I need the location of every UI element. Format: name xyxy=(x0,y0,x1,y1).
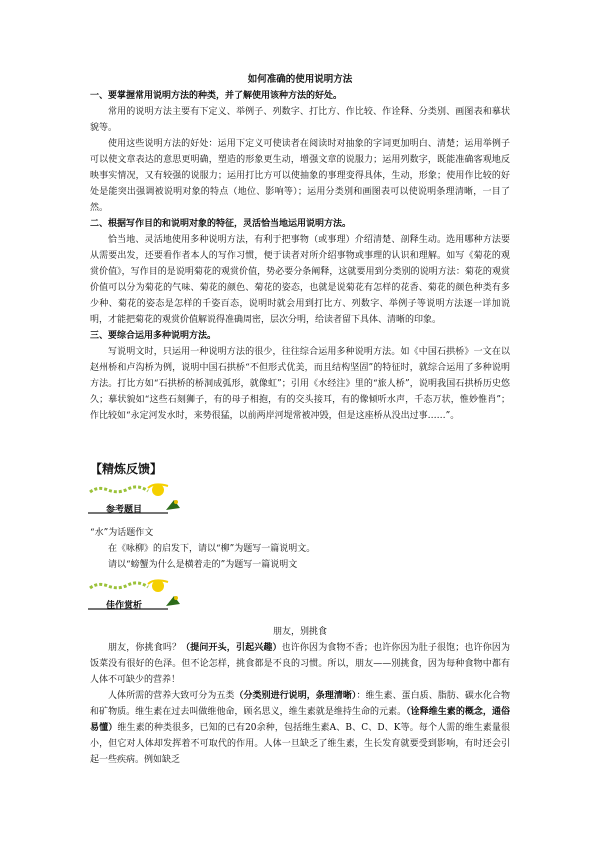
topic-line: “水”为话题作文 xyxy=(90,528,154,538)
section-1-paragraph-1: 常用的说明方法主要有下定义、举例子、列数字、打比方、作比较、作诠释、分类别、画图表和摹状貌等。 xyxy=(90,107,510,133)
section-1-paragraph-2: 使用这些说明方法的好处：运用下定义可使读者在阅读时对抽象的字词更加明白、清楚；运用举例子可以使文章表达的意思更明确，塑造的形象更生动，增强文章的说服力；运用列数字，既能准确客观地反映事实情况，又有较强的说服力；运用打比方可以使抽象的事理变得具体，生动，形象；使用作比较的好处是能突出强调被说明对象的特点（地位、影响等）；运用分类别和画图表可以使说明条理清晰，一目了然。 xyxy=(90,139,510,213)
essay-appreciation-banner xyxy=(88,578,188,612)
essay-p1-text-a: 朋友，你挑食吗？ xyxy=(108,643,182,653)
reference-topics-label: 参考题目 xyxy=(106,505,143,515)
practice-section-title: 【精炼反馈】 xyxy=(90,462,163,476)
sample-essay xyxy=(90,624,510,768)
section-3-heading: 三、要综合运用多种说明方法。 xyxy=(90,331,217,341)
essay-paragraph-2 xyxy=(90,688,510,768)
essay-p2-text-a: 人体所需的营养大致可分为五类 xyxy=(108,691,235,701)
article-body xyxy=(90,72,510,424)
essay-p2-annotation-1: （分类别进行说明，条理清晰） xyxy=(234,691,357,701)
section-3-paragraph-1: 写说明文时，只运用一种说明方法的很少，往往综合运用多种说明方法。如《中国石拱桥》一文在以赵州桥和卢沟桥为例，说明中国石拱桥“不但形式优美，而且结构坚固”的特征时，就综合运用了多种说明方法。打比方如“石拱桥的桥洞成弧形，就像虹”；引用《水经注》里的“旅人桥”，说明我国石拱桥历史悠久；摹状貌如“这些石刻狮子，有的母子相抱，有的交头接耳，有的像倾听水声，千态万状，惟妙惟肖”；作比较如“永定河发水时，来势很猛，以前两岸河堤常被冲毁，但是这座桥从没出过事……”。 xyxy=(90,347,510,421)
document-title: 如何准确的使用说明方法 xyxy=(247,74,353,85)
essay-paragraph-1 xyxy=(90,640,510,688)
essay-p2-text-b: ：维生素、蛋白质、脂肪、碳水化合物和矿物质。维生素在过去叫做维他命，顾名思义，维生素就是维持生命的元素。 xyxy=(90,691,510,717)
section-1-heading: 一、要掌握常用说明方法的种类，并了解使用该种方法的好处。 xyxy=(90,91,343,101)
essay-p1-annotation: （提问开头，引起兴趣） xyxy=(181,643,282,653)
essay-p2-text-c: 维生素的种类很多，已知的已有20余种，包括维生素A、B、C、D、K等。每个人需的维生素量很小，但它对人体却发挥着不可取代的作用。人体一旦缺乏了维生素，生长发育就要受到影响，有时还会引起一些疾病。例如缺乏 xyxy=(90,723,510,765)
section-2-paragraph-1: 恰当地、灵活地使用多种说明方法，有利于把事物（或事理）介绍清楚、剖释生动。选用哪种方法要从需要出发，还要看作者本人的写作习惯，便于读者对所介绍事物或事理的认识和理解。如写《菊花的观赏价值》，写作目的是说明菊花的观赏价值，势必要分条阐释，这就要用到分类别的说明方法：菊花的观赏价值可以分为菊花的气味、菊花的颜色、菊花的姿态，也就是说菊花有怎样的花香、菊花的颜色种类有多少种、菊花的姿态是怎样的千姿百态，说明时就会用到打比方、列数字、举例子等说明方法逐一详加说明，才能把菊花的观赏价值解说得准确周密，层次分明，给读者留下具体、清晰的印象。 xyxy=(90,235,510,325)
section-2-heading: 二、根据写作目的和说明对象的特征，灵活恰当地运用说明方法。 xyxy=(90,219,352,229)
essay-p1-text-b: 也许你因为食物不香；也许你因为肚子很饱；也许你因为饭菜没有很好的色泽。但不论怎样，挑食都是不良的习惯。所以，朋友——別挑食，因为每种食物中都有人体不可缺少的营养！ xyxy=(90,643,510,685)
essay-appreciation-label: 佳作赏析 xyxy=(106,601,143,611)
topic-item-1: 在《咏柳》的启发下，请以“柳”为题写一篇说明文。 xyxy=(108,544,316,554)
topic-item-2: 请以“螃蟹为什么是横着走的”为题写一篇说明文 xyxy=(108,560,298,570)
reference-topics-banner xyxy=(88,482,188,516)
reference-topics-list xyxy=(90,525,510,573)
essay-p2-annotation-2: （诠释维生素的概念，通俗易懂） xyxy=(90,707,510,733)
essay-title: 朋友，别挑食 xyxy=(272,627,327,637)
